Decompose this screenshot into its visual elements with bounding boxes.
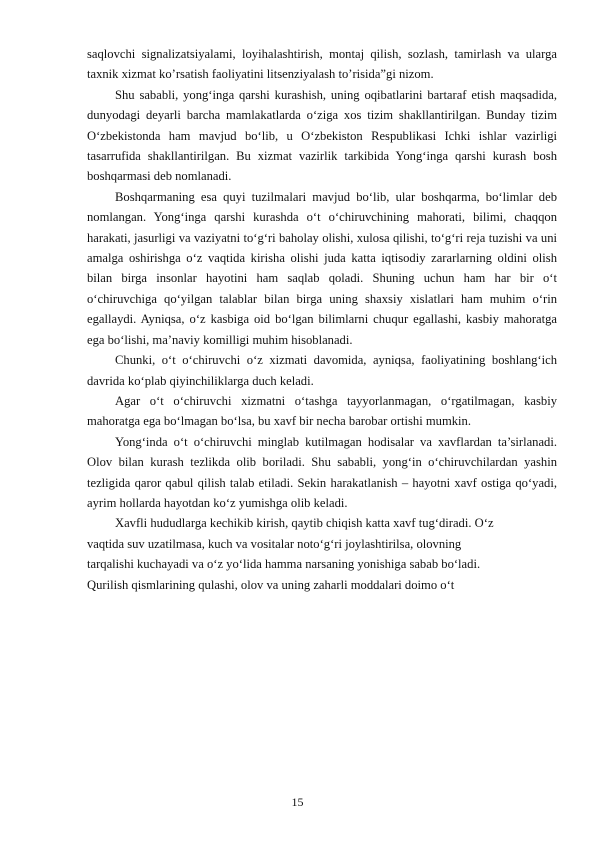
page-number: 15 bbox=[291, 795, 304, 809]
paragraph-2: Shu sababli, yong‘inga qarshi kurashish, uning oqibatlarini bartaraf etish maqsadida, dunyodagi deyarli barcha mamlakatlarda o‘ziga xos tizim shakllantirilgan. Bunday tizim O‘zbekistonda ham mavjud bo‘lib, u O‘zbekiston Respublikasi Ichki ishlar vazirligi tasarrufida shakllantirilgan. Bu xizmat vazirlik tarkibida Yong‘inga qarshi kurash bosh boshqarmasi deb nomlanadi. bbox=[87, 87, 557, 184]
body-text bbox=[87, 44, 557, 595]
paragraph-1: saqlovchi signalizatsiyalami, loyihalashtirish, montaj qilish, sozlash, tamirlash va ularga taxnik xizmat ko’rsatish faoliyatini litsenziyalash to’risida”gi nizom. bbox=[87, 47, 557, 82]
paragraph-7-line-3: tarqalishi kuchayadi va o‘z yo‘lida hamma narsaning yonishiga sabab bo‘ladi. bbox=[87, 557, 481, 572]
paragraph-5: Agar o‘t o‘chiruvchi xizmatni o‘tashga tayyorlanmagan, o‘rgatilmagan, kasbiy mahoratga ega bo‘lmagan bo‘lsa, bu xavf bir necha barobar ortishi mumkin. bbox=[87, 393, 557, 429]
paragraph-7 bbox=[87, 513, 557, 595]
paragraph-6: Yong‘inda o‘t o‘chiruvchi minglab kutilmagan hodisalar va xavflardan ta’sirlanadi. Olov bilan kurash tezlikda olib boriladi. Shu sababli, yong‘in o‘chiruvchilardan yashin tezligida qaror qabul qilish talab etiladi. Sekin harakatlanish – hayotni xavf ostiga qo‘yadi, ayrim hollarda hayotdan ko‘z yumishga olib keladi. bbox=[87, 434, 557, 510]
paragraph-3: Boshqarmaning esa quyi tuzilmalari mavjud bo‘lib, ular boshqarma, bo‘limlar deb nomlangan. Yong‘inga qarshi kurashda o‘t o‘chiruvchining mahorati, bilimi, chaqqon harakati, jasurligi va vaziyatni to‘g‘ri baholay olishi, xulosa qilishi, to‘g‘ri reja tuzishi va uni amalga oshirishga o‘z vaqtida kirisha olishi juda katta iqtisodiy zararlarning oldini olish bilan birga insonlar hayotini ham saqlab qoladi. Shuning uchun ham har bir o‘t o‘chiruvchiga qo‘yilgan talablar bilan birga uning shaxsiy xislatlari ham muhim o‘rin egallaydi. Ayniqsa, o‘z kasbiga oid bo‘lgan bilimlarni chuqur egallashi, kasbiy mahoratga ega bo‘lishi, ma’naviy komilligi muhim hisoblanadi. bbox=[87, 189, 557, 347]
paragraph-7-line-2: vaqtida suv uzatilmasa, kuch va vositalar noto‘g‘ri joylashtirilsa, olovning bbox=[87, 536, 462, 551]
paragraph-4: Chunki, o‘t o‘chiruvchi o‘z xizmati davomida, ayniqsa, faoliyatining boshlang‘ich davrida ko‘plab qiyinchiliklarga duch keladi. bbox=[87, 353, 557, 388]
paragraph-7-line-4: Qurilish qismlarining qulashi, olov va uning zaharli moddalari doimo o‘t bbox=[87, 577, 455, 592]
paragraph-7-line-1: Xavfli hududlarga kechikib kirish, qaytib chiqish katta xavf tug‘diradi. O‘z bbox=[115, 516, 494, 531]
